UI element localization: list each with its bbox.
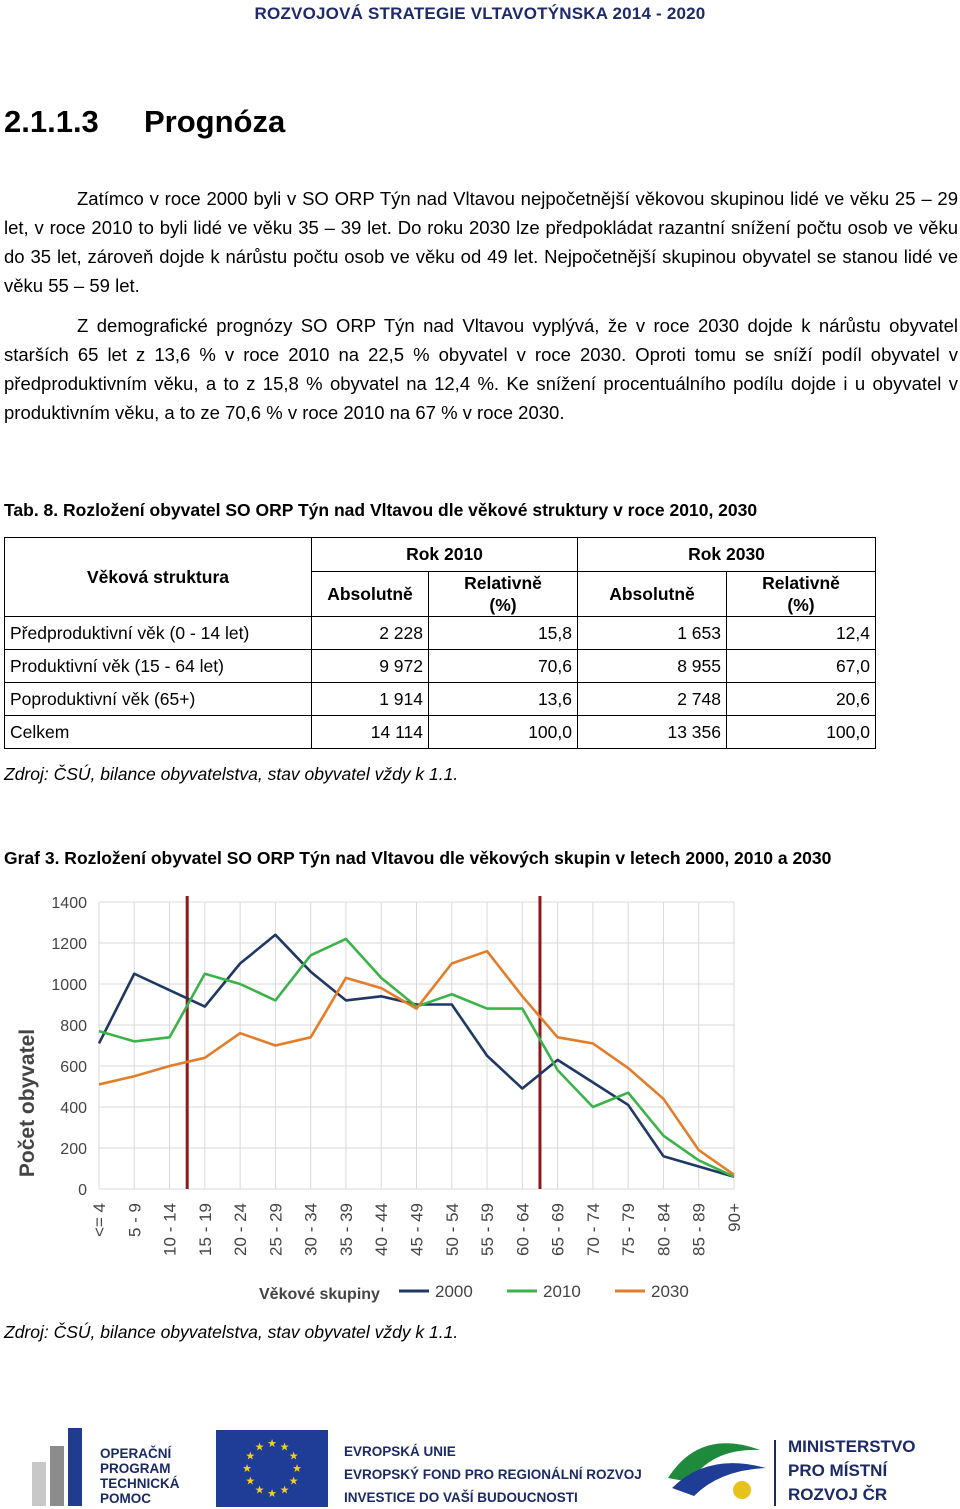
legend-label: 2010 [543, 1282, 581, 1301]
svg-text:PROGRAM: PROGRAM [100, 1461, 171, 1476]
y-axis-label: Počet obyvatel [16, 1028, 39, 1178]
svg-text:INVESTICE DO VAŠÍ BUDOUCNOSTI: INVESTICE DO VAŠÍ BUDOUCNOSTI [344, 1490, 578, 1505]
eu-star-icon: ★ [245, 1449, 256, 1463]
chart-grid [99, 902, 734, 1189]
y-tick-label: 200 [60, 1141, 87, 1158]
mmr-logo [668, 1437, 916, 1506]
x-tick-label: 85 - 89 [689, 1203, 709, 1256]
x-tick-labels [90, 1203, 744, 1256]
x-axis-label: Věkové skupiny [259, 1286, 380, 1303]
col-header-2010: Rok 2010 [312, 538, 578, 572]
legend-label: 2030 [651, 1282, 689, 1301]
x-tick-label: 75 - 79 [619, 1203, 639, 1256]
x-tick-label: 5 - 9 [125, 1203, 145, 1238]
x-tick-label: 20 - 24 [231, 1203, 251, 1256]
svg-text:MINISTERSTVO: MINISTERSTVO [788, 1437, 916, 1456]
table-row: Předproduktivní věk (0 - 14 let) 2 228 15,8 1 653 12,4 [5, 617, 876, 650]
eu-star-icon: ★ [288, 1449, 299, 1463]
col-header-structure: Věková struktura [5, 538, 312, 617]
eu-star-icon: ★ [267, 1437, 277, 1450]
subheader-rel-2010: Relativně (%) [429, 572, 578, 617]
eu-star-icon: ★ [254, 1483, 265, 1497]
section-heading [4, 104, 285, 140]
paragraph-1: Zatímco v roce 2000 byli v SO ORP Týn nad Vltavou nejpočetnější věkovou skupinou lidé ve věku 25 – 29 let, v roce 2010 to byli lidé ve věku 35 – 39 let. Do roku 2030 lze předpokládat razantní snížení počtu osob ve věku do 35 let, zároveň dojde k nárůstu počtu osob ve věku od 49 let. Nejpočetnější skupinou obyvatel se stanou lidé ve věku 55 – 59 let. [4, 188, 958, 296]
subheader-rel-2030: Relativně (%) [727, 572, 876, 617]
chart-legend [259, 1282, 689, 1303]
y-tick-label: 600 [60, 1059, 87, 1076]
x-tick-label: 10 - 14 [160, 1203, 180, 1256]
age-structure-table [4, 537, 876, 749]
eu-star-icon: ★ [292, 1462, 302, 1475]
x-tick-label: 55 - 59 [478, 1203, 498, 1256]
svg-text:ROZVOJ ČR: ROZVOJ ČR [788, 1485, 888, 1504]
x-tick-label: 50 - 54 [442, 1203, 462, 1256]
svg-text:EVROPSKÝ FOND PRO REGIONÁLNÍ R: EVROPSKÝ FOND PRO REGIONÁLNÍ ROZVOJ [344, 1467, 642, 1482]
y-tick-label: 0 [78, 1182, 87, 1199]
table-row: Poproduktivní věk (65+) 1 914 13,6 2 748 20,6 [5, 683, 876, 716]
y-tick-label: 1200 [51, 936, 87, 953]
x-tick-label: 45 - 49 [407, 1203, 427, 1256]
eu-star-icon: ★ [288, 1474, 299, 1488]
section-number: 2.1.1.3 [4, 104, 99, 139]
paragraph-2: Z demografické prognózy SO ORP Týn nad Vltavou vyplývá, že v roce 2030 dojde k nárůstu obyvatel starších 65 let z 13,6 % v roce 2010 na 22,5 % obyvatel v roce 2030. Oproti tomu se sníží podíl obyvatel v předproduktivním věku, a to z 15,8 % obyvatel na 12,4 %. Ke snížení procentuálního podílu dojde i u obyvatel v produktivním věku, a to ze 70,6 % v roce 2010 na 67 % v roce 2030. [4, 315, 958, 423]
table-row: Celkem 14 114 100,0 13 356 100,0 [5, 716, 876, 749]
x-tick-label: 80 - 84 [654, 1203, 674, 1256]
svg-text:TECHNICKÁ: TECHNICKÁ [100, 1476, 180, 1491]
legend-label: 2000 [435, 1282, 473, 1301]
table-source: Zdroj: ČSÚ, bilance obyvatelstva, stav obyvatel vždy k 1.1. [4, 764, 459, 784]
logo-strip [0, 1418, 960, 1509]
subheader-abs-2030: Absolutně [578, 572, 727, 617]
eu-star-icon: ★ [254, 1440, 265, 1454]
x-tick-label: 40 - 44 [372, 1203, 392, 1256]
svg-text:PRO MÍSTNÍ: PRO MÍSTNÍ [788, 1461, 888, 1480]
col-header-2030: Rok 2030 [578, 538, 876, 572]
x-tick-label: 70 - 74 [583, 1203, 603, 1256]
subheader-abs-2010: Absolutně [312, 572, 429, 617]
eu-star-icon: ★ [245, 1474, 256, 1488]
x-tick-label: 15 - 19 [195, 1203, 215, 1256]
eu-star-icon: ★ [279, 1483, 290, 1497]
svg-text:OPERAČNÍ: OPERAČNÍ [100, 1446, 172, 1461]
eu-flag-logo [216, 1430, 642, 1507]
x-tick-label: 65 - 69 [548, 1203, 568, 1256]
age-group-line-chart [4, 880, 764, 1310]
document-header: ROZVOJOVÁ STRATEGIE VLTAVOTÝNSKA 2014 - 2020 [254, 4, 706, 23]
eu-star-icon: ★ [242, 1462, 252, 1475]
y-tick-labels [51, 895, 87, 1199]
x-tick-label: <= 4 [90, 1203, 109, 1238]
section-title: Prognóza [144, 104, 286, 139]
table-row: Produktivní věk (15 - 64 let) 9 972 70,6 8 955 67,0 [5, 650, 876, 683]
graph-source: Zdroj: ČSÚ, bilance obyvatelstva, stav obyvatel vždy k 1.1. [4, 1322, 459, 1342]
y-tick-label: 800 [60, 1018, 87, 1035]
x-tick-label: 35 - 39 [336, 1203, 356, 1256]
x-tick-label: 60 - 64 [513, 1203, 533, 1256]
eu-star-icon: ★ [267, 1487, 277, 1500]
y-tick-label: 400 [60, 1100, 87, 1117]
op-tp-logo [32, 1428, 180, 1506]
table-caption: Tab. 8. Rozložení obyvatel SO ORP Týn nad Vltavou dle věkové struktury v roce 2010, 2030 [4, 500, 758, 520]
svg-text:POMOC: POMOC [100, 1491, 152, 1506]
eu-star-icon: ★ [279, 1440, 290, 1454]
x-tick-label: 90+ [725, 1203, 744, 1232]
x-tick-label: 30 - 34 [301, 1203, 321, 1256]
y-tick-label: 1000 [51, 977, 87, 994]
y-tick-label: 1400 [51, 895, 87, 912]
svg-text:EVROPSKÁ UNIE: EVROPSKÁ UNIE [344, 1444, 456, 1459]
graph-caption: Graf 3. Rozložení obyvatel SO ORP Týn nad Vltavou dle věkových skupin v letech 2000, 2010 a 2030 [4, 848, 832, 868]
x-tick-label: 25 - 29 [266, 1203, 286, 1256]
